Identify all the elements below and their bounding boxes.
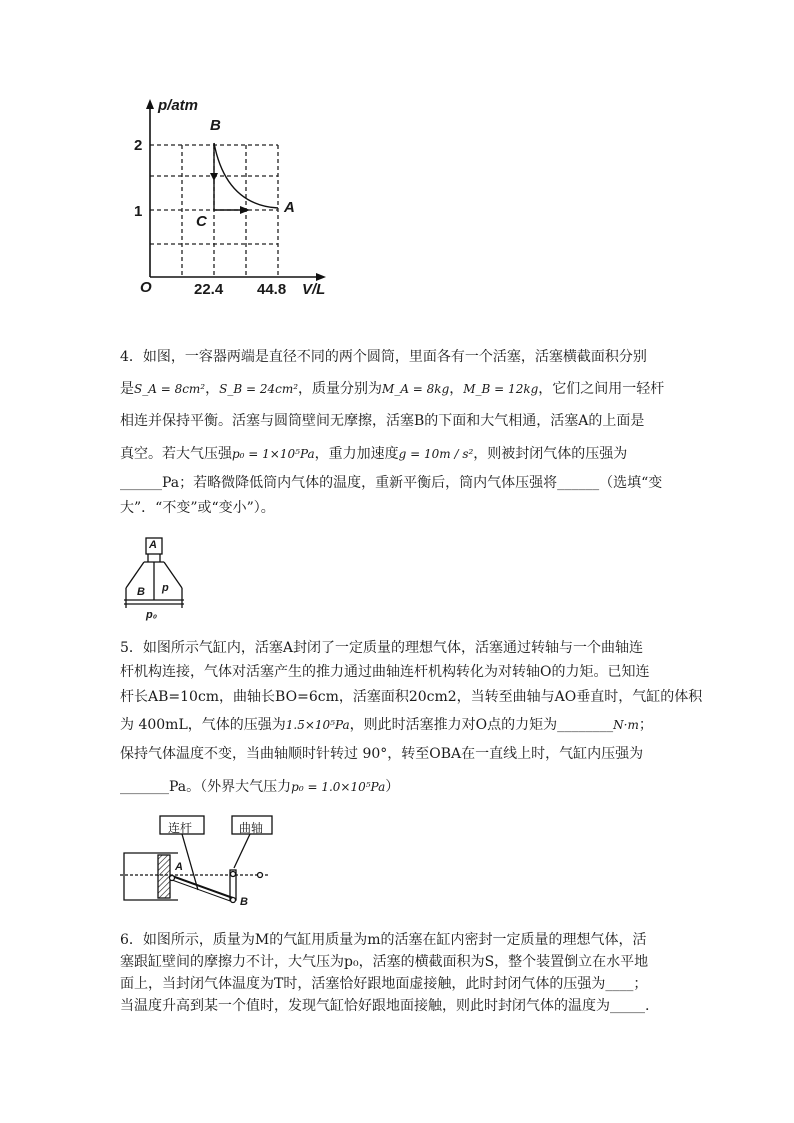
q5-fig-a: A [175, 861, 183, 873]
pv-graph-svg [130, 95, 350, 300]
y-axis-label: p/atm [158, 97, 199, 114]
q4-text: ，质量分别为 [298, 381, 383, 397]
q5-label-crank: 曲轴 [239, 821, 264, 835]
y-tick-2: 2 [134, 137, 143, 154]
q4-text: ，则被封闭气体的压强为 [473, 446, 628, 462]
x-tick-22-4: 22.4 [194, 281, 224, 298]
q5-line-3: 杆长AB=10cm，曲轴长BO=6cm，活塞面积20cm2，当转至曲轴与AO垂直时，气缸的体积 [120, 689, 703, 705]
q4-line-2 [120, 378, 664, 398]
q5-text: ） [385, 779, 400, 795]
q4-container-figure [120, 532, 200, 628]
q4-text: 是 [120, 381, 134, 397]
point-c-label: C [196, 213, 207, 230]
q4-fig-b: B [137, 586, 145, 598]
q5-unit: N·m [613, 718, 639, 732]
q5-fig-b: B [240, 896, 248, 908]
q4-gravity: g = 10m / s² [398, 447, 474, 461]
x-axis-label: V/L [302, 281, 326, 298]
q6-line-4: 当温度升高到某一个值时，发现气缸恰好跟地面接触，则此时封闭气体的温度为_____. [120, 998, 650, 1014]
point-a-label: A [284, 199, 295, 216]
q4-text: ， [449, 381, 464, 397]
q4-fig-p: p [162, 582, 169, 594]
q4-line-6: 大”．“不变”或“变小”）。 [120, 500, 275, 516]
q4-line-3: 相连并保持平衡。活塞与圆筒壁间无摩擦，活塞B的下面和大气相通，活塞A的上面是 [120, 413, 645, 429]
q5-pressure: 1.5×10⁵Pa [285, 718, 350, 732]
pv-graph [130, 95, 350, 300]
q5-text: _______Pa。（外界大气压力 [120, 779, 292, 795]
q5-label-rod: 连杆 [168, 821, 193, 835]
q4-line-1: 4．如图，一容器两端是直径不同的两个圆筒，里面各有一个活塞，活塞横截面积分别 [120, 349, 647, 365]
q5-atm-pressure: p₀ = 1.0×10⁵Pa [291, 780, 386, 794]
q4-text: ，它们之间用一轻杆 [538, 381, 665, 397]
q4-pressure: p₀ = 1×10⁵Pa [232, 447, 315, 461]
x-tick-44-8: 44.8 [257, 281, 287, 298]
point-b-label: B [210, 117, 221, 134]
q5-line-6 [120, 776, 399, 796]
q5-line-4 [120, 714, 653, 734]
q6-line-2: 塞跟缸壁间的摩擦力不计，大气压为p₀，活塞的横截面积为S，整个装置倒立在水平地 [120, 954, 649, 970]
q5-crank-figure [120, 812, 280, 912]
q4-container-svg [120, 532, 200, 628]
q6-line-1: 6．如图所示，质量为M的气缸用质量为m的活塞在缸内密封一定质量的理想气体，活 [120, 932, 647, 948]
q6-line-3: 面上，当封闭气体温度为T时，活塞恰好跟地面虚接触，此时封闭气体的压强为____； [120, 976, 648, 992]
q4-area-a: S_A = 8cm² [134, 382, 206, 396]
q4-mass-a: M_A = 8kg [382, 382, 450, 396]
q5-text: 为 400mL，气体的压强为 [120, 717, 286, 733]
q4-line-4 [120, 443, 627, 463]
q4-fig-a: A [149, 539, 157, 551]
q4-fig-p0: p₀ [146, 609, 158, 621]
q4-mass-b: M_B = 12kg [463, 382, 539, 396]
y-tick-1: 1 [134, 203, 143, 220]
q4-area-b: S_B = 24cm² [219, 382, 299, 396]
q4-text: ，重力加速度 [314, 446, 399, 462]
q5-line-1: 5．如图所示气缸内，活塞A封闭了一定质量的理想气体，活塞通过转轴与一个曲轴连 [120, 640, 644, 656]
origin-label: O [140, 279, 152, 296]
q5-line-2: 杆机构连接，气体对活塞产生的推力通过曲轴连杆机构转化为对转轴O的力矩。已知连 [120, 664, 650, 680]
q5-line-5: 保持气体温度不变，当曲轴顺时针转过 90°，转至OBA在一直线上时，气缸内压强为 [120, 746, 644, 762]
q4-line-5: ______Pa；若略微降低筒内气体的温度，重新平衡后，筒内气体压强将______（选填“变 [120, 475, 663, 491]
q4-text: ， [205, 381, 220, 397]
q5-text: ； [638, 717, 653, 733]
q4-text: 真空。若大气压强 [120, 446, 232, 462]
q5-text: ，则此时活塞推力对O点的力矩为________ [349, 717, 614, 733]
